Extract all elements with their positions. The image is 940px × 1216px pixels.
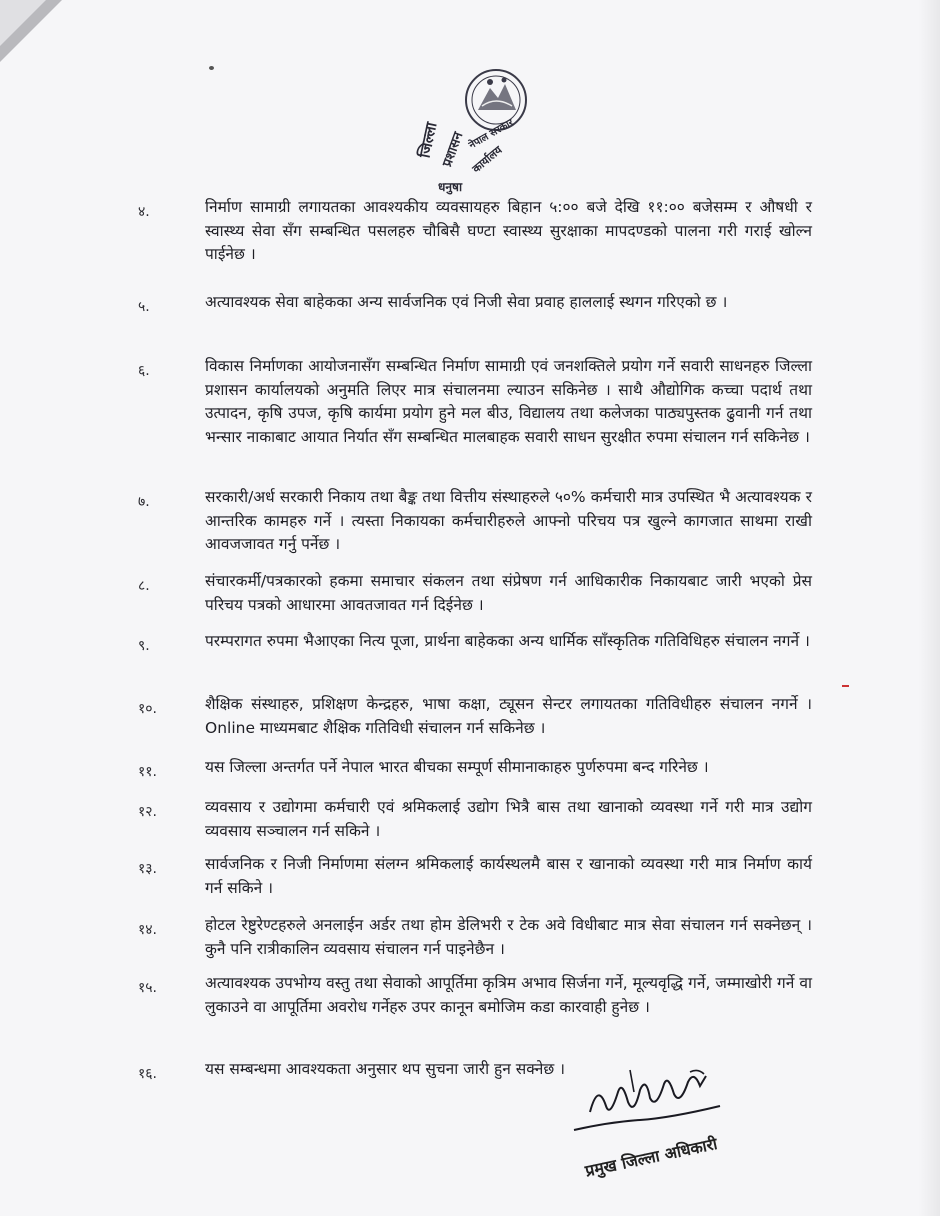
item-number: ८.	[138, 578, 150, 594]
scan-speck	[209, 66, 214, 70]
item-number: ५.	[138, 299, 150, 315]
item-text: सरकारी/अर्ध सरकारी निकाय तथा बैङ्क तथा वित्तीय संस्थाहरुले ५०% कर्मचारी मात्र उपस्थित भै अत्यावश्यक र आन्तरिक कामहरु गर्ने । त्यस्ता निकायका कर्मचारीहरुले आफ्नो परिचय पत्र खुल्ने कागजात साथमा राखी आवजजावत गर्नु पर्नेछ ।	[205, 488, 812, 553]
page-fold-highlight	[0, 0, 46, 46]
item-text: यस जिल्ला अन्तर्गत पर्ने नेपाल भारत बीचका सम्पूर्ण सीमानाकाहरु पुर्णरुपमा बन्द गरिनेछ ।	[205, 758, 709, 776]
item-number: ६.	[138, 363, 150, 379]
item-text: अत्यावश्यक उपभोग्य वस्तु तथा सेवाको आपूर्तिमा कृत्रिम अभाव सिर्जना गर्ने, मूल्यवृद्धि गर्ने, जम्माखोरी गर्ने वा लुकाउने वा आपूर्तिमा अवरोध गर्नेहरु उपर कानून बमोजिम कडा कारवाही हुनेछ ।	[205, 974, 812, 1016]
item-text: शैक्षिक संस्थाहरु, प्रशिक्षण केन्द्रहरु, भाषा कक्षा, ट्यूसन सेन्टर लगायतका गतिविधीहरु संचालन नगर्ने । Online माध्यमबाट शैक्षिक गतिविधी संचालन गर्न सकिनेछ ।	[205, 695, 812, 737]
item-number: १६.	[138, 1066, 158, 1082]
item-text: सार्वजनिक र निजी निर्माणमा संलग्न श्रमिकलाई कार्यस्थलमै बास र खानाको व्यवस्था गरी मात्र निर्माण कार्य गर्न सकिने ।	[205, 855, 812, 897]
item-text: परम्परागत रुपमा भैआएका नित्य पूजा, प्रार्थना बाहेकका अन्य धार्मिक साँस्कृतिक गतिविधिहरु संचालन नगर्ने ।	[205, 632, 810, 650]
seal-line-2: प्रशासन	[440, 130, 467, 169]
item-number: ११.	[138, 764, 158, 780]
item-number: १३.	[138, 861, 158, 877]
item-number: ९.	[138, 638, 150, 654]
item-text: अत्यावश्यक सेवा बाहेकका अन्य सार्वजनिक एवं निजी सेवा प्रवाह हाललाई स्थगन गरिएको छ ।	[205, 293, 728, 311]
item-text: विकास निर्माणका आयोजनासँग सम्बन्धित निर्माण सामाग्री एवं जनशक्तिले प्रयोग गर्ने सवारी साधनहरु जिल्ला प्रशासन कार्यालयको अनुमति लिएर मात्र संचालनमा ल्याउन सकिनेछ । साथै औद्योगिक कच्चा पदार्थ तथा उत्पादन, कृषि उपज, कृषि कार्यमा प्रयोग हुने मल बीउ, विद्यालय तथा कलेजका पाठ्यपुस्तक ढुवानी गर्न तथा भन्सार नाकाबाट आयात निर्यात सँग सम्बन्धित मालबाहक सवारी साधन सुरक्षीत रुपमा संचालन गर्न सकिनेछ ।	[205, 357, 812, 446]
handwritten-signature	[570, 1062, 730, 1142]
item-text: निर्माण सामाग्री लगायतका आवश्यकीय व्यवसायहरु बिहान ५:०० बजे देखि ११:०० बजेसम्म र औषधी र स्वास्थ्य सेवा सँग सम्बन्धित पसलहरु चौबिसै घण्टा स्वास्थ्य सुरक्षाका मापदण्डको पालना गरी गराई खोल्न पाईनेछ ।	[205, 198, 812, 263]
seal-top-text: नेपाल सरकार	[467, 117, 516, 152]
item-number: १४.	[138, 922, 158, 938]
seal-line-3: कार्यालय	[469, 143, 505, 176]
item-number: ४.	[138, 204, 150, 220]
red-ink-mark	[842, 685, 849, 687]
item-number: १५.	[138, 980, 158, 996]
item-text: व्यवसाय र उद्योगमा कर्मचारी एवं श्रमिकलाई उद्योग भित्रै बास तथा खानाको व्यवस्था गर्ने गरी मात्र उद्योग व्यवसाय सञ्चालन गर्न सकिने ।	[205, 798, 812, 840]
page-edge-shadow	[918, 0, 940, 1216]
signatory-title: प्रमुख जिल्ला अधिकारी	[583, 1134, 719, 1181]
office-seal	[408, 58, 558, 198]
item-text: यस सम्बन्धमा आवश्यकता अनुसार थप सुचना जारी हुन सक्नेछ ।	[205, 1060, 566, 1078]
item-text: संचारकर्मी/पत्रकारको हकमा समाचार संकलन तथा संप्रेषण गर्न आधिकारीक निकायबाट जारी भएको प्रेस परिचय पत्रको आधारमा आवतजावत गर्न दिईनेछ ।	[205, 572, 812, 614]
item-number: १०.	[138, 701, 158, 717]
seal-place: धनुषा	[438, 180, 463, 194]
seal-line-1: जिल्ला	[415, 120, 441, 160]
item-text: होटल रेष्टुरेण्टहरुले अनलाईन अर्डर तथा होम डेलिभरी र टेक अवे विधीबाट मात्र सेवा संचालन गर्न सक्नेछन् । कुनै पनि रात्रीकालिन व्यवसाय संचालन गर्न पाइनेछैन ।	[205, 916, 812, 958]
item-number: १२.	[138, 804, 158, 820]
item-number: ७.	[138, 494, 150, 510]
